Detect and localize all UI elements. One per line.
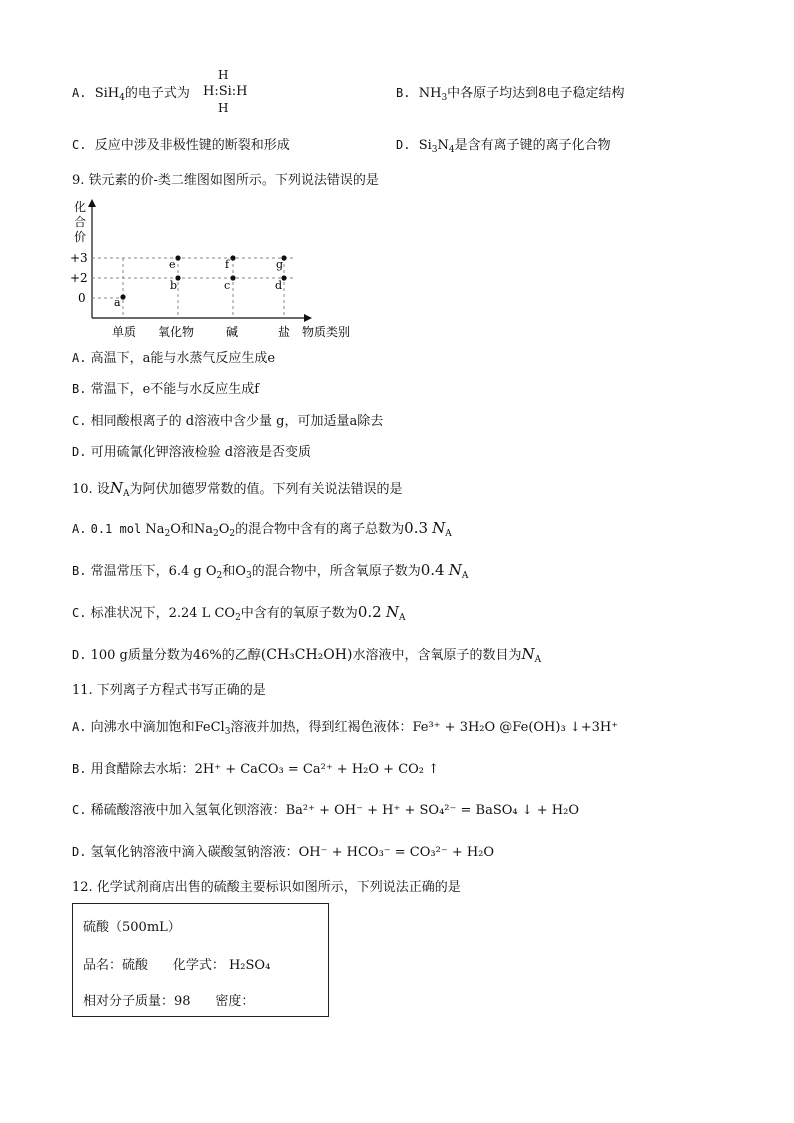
x-axis-arrow [304, 314, 312, 322]
y-axis-char-3: 价 [74, 230, 87, 244]
label-d: d [275, 279, 283, 292]
q11-option-d: D. 氢氧化钠溶液中滴入碳酸氢钠溶液：OH⁻ + HCO₃⁻ = CO₃²⁻ + H₂O [72, 845, 495, 860]
electron-formula-top-h: H [218, 68, 229, 82]
x-tick-oxide: 氧化物 [158, 325, 195, 339]
label-f: f [225, 258, 230, 271]
label-e: e [169, 258, 176, 271]
point-a [120, 294, 125, 299]
y-axis-char-1: 化 [74, 200, 87, 214]
equation-a: Fe³⁺ + 3H₂O @Fe(OH)₃ ↓+3H⁺ [412, 720, 619, 735]
x-axis-title: 物质类别 [302, 325, 351, 339]
point-d [281, 275, 286, 280]
reagent-label-box [72, 903, 329, 1017]
h2so4-formula: H₂SO₄ [228, 958, 271, 973]
point-f [230, 255, 235, 260]
label-line-2: 品名：硫酸 化学式： H₂SO₄ [83, 958, 271, 973]
label-a: a [114, 296, 121, 309]
q8-option-b: B. $NH_3$中各原子均达到8电子稳定结构 [396, 86, 625, 103]
electron-formula: H:Si:H [203, 84, 248, 99]
sih4-formula: SiH$_4$ [94, 86, 125, 103]
y-axis-arrow [88, 199, 96, 207]
point-e [175, 255, 180, 260]
label-g: g [276, 258, 284, 271]
equation-d: OH⁻ + HCO₃⁻ = CO₃²⁻ + H₂O [298, 845, 495, 860]
q9-option-c: C. 相同酸根离子的 d溶液中含少量 g，可加适量a除去 [72, 414, 384, 429]
q9-option-d: D. 可用硫氰化钾溶液检验 d溶液是否变质 [72, 445, 312, 460]
q10-option-a: A. 0.1 mol $Na_2O$和$Na_2O_2$的混合物中含有的离子总数为0.3 $N_A$ [72, 519, 452, 539]
x-tick-base: 碱 [226, 325, 239, 339]
y-axis-char-2: 合 [74, 215, 87, 229]
q9-option-b: B. 常温下，e不能与水反应生成f [72, 382, 260, 397]
y-tick-plus2: +2 [70, 271, 88, 285]
y-tick-plus3: +3 [70, 251, 88, 265]
q10-option-c: C. 标准状况下，2.24 L $CO_2$中含有的氧原子数为0.2 $N_A$ [72, 603, 406, 623]
q8-option-a: A. SiH$_4$的电子式为 [72, 86, 190, 103]
label-line-1: 硫酸（500mL） [83, 920, 181, 935]
label-c: c [224, 279, 231, 292]
electron-formula-bottom-h: H [218, 101, 229, 115]
label-line-3: 相对分子质量：98 密度： [83, 994, 255, 1009]
q10-stem: 10. 设$N_A$为阿伏加德罗常数的值。下列有关说法错误的是 [72, 479, 403, 499]
q8-option-c: C. 反应中涉及非极性键的断裂和形成 [72, 138, 290, 153]
q11-option-b: B. 用食醋除去水垢：2H⁺ + CaCO₃ = Ca²⁺ + H₂O + CO₂ ↑ [72, 762, 440, 777]
equation-b: 2H⁺ + CaCO₃ = Ca²⁺ + H₂O + CO₂ ↑ [194, 762, 440, 777]
q9-stem: 9. 铁元素的价-类二维图如图所示。下列说法错误的是 [72, 173, 379, 188]
equation-c: Ba²⁺ + OH⁻ + H⁺ + SO₄²⁻ = BaSO₄ ↓ + H₂O [285, 803, 579, 818]
y-tick-0: 0 [78, 291, 86, 305]
label-b: b [170, 279, 178, 292]
valence-class-diagram [66, 193, 366, 343]
q8-option-d: D. $Si_3N_4$是含有离子键的离子化合物 [396, 138, 611, 155]
q9-option-a: A. 高温下，a能与水蒸气反应生成e [72, 351, 276, 366]
x-tick-elemental: 单质 [112, 325, 137, 339]
q12-stem: 12. 化学试剂商店出售的硫酸主要标识如图所示，下列说法正确的是 [72, 880, 461, 895]
x-tick-salt: 盐 [278, 325, 291, 339]
q10-option-d: D. 100 g质量分数为46%的乙醇(CH₃CH₂OH)水溶液中，含氧原子的数目为$N_A$ [72, 645, 542, 665]
q10-option-b: B. 常温常压下，6.4 g $O_2$和$O_3$的混合物中，所含氧原子数为0.4 $N_A$ [72, 561, 469, 581]
point-c [230, 275, 235, 280]
q11-option-a: A. 向沸水中滴加饱和FeCl$_3$溶液并加热，得到红褐色液体：Fe³⁺ + 3H₂O @Fe(OH)₃ ↓+3H⁺ [72, 720, 619, 737]
q11-option-c: C. 稀硫酸溶液中加入氢氧化钡溶液：Ba²⁺ + OH⁻ + H⁺ + SO₄²⁻ = BaSO₄ ↓ + H₂O [72, 803, 579, 818]
q11-stem: 11. 下列离子方程式书写正确的是 [72, 683, 266, 698]
